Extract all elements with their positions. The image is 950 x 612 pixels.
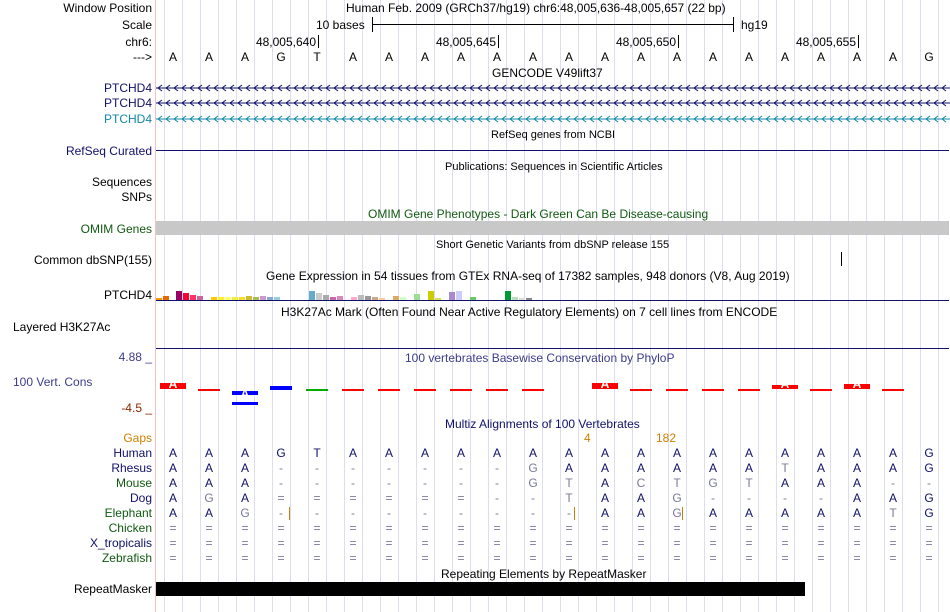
gencode-track-title: GENCODE V49lift37 <box>492 66 603 80</box>
alignment-base: = <box>421 536 429 550</box>
cons-max-value: 4.88 _ <box>118 350 152 364</box>
alignment-base: = <box>565 521 573 535</box>
sequence-base: A <box>564 50 573 64</box>
alignment-base: A <box>204 476 213 490</box>
repeatmasker-track-title: Repeating Elements by RepeatMasker <box>441 567 647 581</box>
alignment-base: A <box>888 461 897 475</box>
alignment-base: = <box>637 521 645 535</box>
omim-gene-bar[interactable] <box>156 221 949 235</box>
alignment-base: - <box>423 461 427 475</box>
alignment-base: A <box>528 446 537 460</box>
alignment-base: - <box>423 506 427 520</box>
svg-text:A: A <box>600 378 610 391</box>
species-label-mouse[interactable]: Mouse <box>115 476 152 490</box>
alignment-base: = <box>457 536 465 550</box>
alignment-base: A <box>600 461 609 475</box>
alignment-base: A <box>852 506 861 520</box>
insertion-marker[interactable] <box>682 507 683 520</box>
alignment-base: = <box>889 536 897 550</box>
alignment-base: = <box>853 521 861 535</box>
alignment-base: = <box>781 536 789 550</box>
alignment-base: = <box>457 551 465 565</box>
alignment-base: - <box>531 506 535 520</box>
phylop-score-mark[interactable] <box>882 389 904 391</box>
alignment-base: = <box>205 521 213 535</box>
gaps-label[interactable]: Gaps <box>123 431 152 445</box>
alignment-base: - <box>567 506 571 520</box>
alignment-base: = <box>781 521 789 535</box>
sequence-base: G <box>276 50 286 64</box>
coordinate-label: 48,005,655 <box>795 35 856 49</box>
scale-db-text: hg19 <box>741 18 768 32</box>
gtex-tissue-bar[interactable] <box>449 292 455 300</box>
alignment-base: = <box>745 536 753 550</box>
alignment-base: = <box>385 521 393 535</box>
alignment-base: A <box>744 446 753 460</box>
alignment-base: = <box>565 551 573 565</box>
alignment-base: = <box>493 536 501 550</box>
refseq-curated-label[interactable]: RefSeq Curated <box>65 144 152 158</box>
alignment-base: A <box>600 476 609 490</box>
alignment-base: T <box>745 476 753 490</box>
alignment-base: G <box>708 476 718 490</box>
species-label-chicken[interactable]: Chicken <box>108 521 152 535</box>
gencode-transcript-2[interactable] <box>156 97 950 109</box>
refseq-curated-line[interactable] <box>156 150 949 151</box>
alignment-base: G <box>204 491 214 505</box>
alignment-base: = <box>169 536 177 550</box>
scale-bases-text: 10 bases <box>316 18 365 32</box>
insertion-marker[interactable] <box>574 507 575 520</box>
phylop-score-mark[interactable] <box>414 389 436 391</box>
alignment-base: - <box>387 506 391 520</box>
cons-min-value: -4.5 _ <box>121 401 152 415</box>
alignment-base: = <box>241 521 249 535</box>
alignment-base: - <box>315 476 319 490</box>
gtex-tissue-bar[interactable] <box>428 291 434 300</box>
alignment-base: A <box>240 491 249 505</box>
svg-text:A: A <box>780 378 790 391</box>
alignment-base: = <box>601 521 609 535</box>
coordinate-tick <box>498 35 499 48</box>
gtex-tissue-bar[interactable] <box>505 291 511 300</box>
phylop-score-mark[interactable] <box>232 387 258 405</box>
alignment-base: = <box>781 551 789 565</box>
alignment-base: A <box>852 461 861 475</box>
phylop-score-mark[interactable] <box>160 378 186 391</box>
gencode-gene-label-2[interactable]: PTCHD4 <box>103 96 152 110</box>
alignment-base: - <box>279 506 283 520</box>
alignment-base: - <box>495 491 499 505</box>
alignment-base: A <box>780 476 789 490</box>
dbsnp-track-title: Short Genetic Variants from dbSNP release 155 <box>436 239 670 251</box>
alignment-base: - <box>891 476 895 490</box>
alignment-base: A <box>456 446 465 460</box>
alignment-base: - <box>315 461 319 475</box>
alignment-base: G <box>276 446 286 460</box>
alignment-base: G <box>924 491 934 505</box>
sequence-base: A <box>528 50 537 64</box>
alignment-base: - <box>315 506 319 520</box>
alignment-base: A <box>564 446 573 460</box>
alignment-base: = <box>709 536 717 550</box>
alignment-base: A <box>636 491 645 505</box>
alignment-base: A <box>708 506 717 520</box>
phylop-score-mark[interactable] <box>738 389 760 391</box>
dbsnp-variant-mark[interactable] <box>841 252 842 266</box>
phylop-track-title: 100 vertebrates Basewise Conservation by PhyloP <box>405 351 675 365</box>
alignment-base: = <box>277 551 285 565</box>
refseq-track-title: RefSeq genes from NCBI <box>491 129 616 141</box>
phylop-score-mark[interactable] <box>630 389 652 391</box>
alignment-base: - <box>495 476 499 490</box>
alignment-base: = <box>853 536 861 550</box>
gap-count[interactable]: 182 <box>656 431 677 445</box>
phylop-score-mark[interactable] <box>486 389 508 391</box>
alignment-base: A <box>780 506 789 520</box>
alignment-base: T <box>781 461 789 475</box>
alignment-base: A <box>168 491 177 505</box>
alignment-base: A <box>204 506 213 520</box>
alignment-base: A <box>420 446 429 460</box>
svg-text:A: A <box>240 387 250 401</box>
sequence-base: A <box>168 50 177 64</box>
alignment-base: A <box>744 506 753 520</box>
alignment-base: = <box>601 536 609 550</box>
sequence-base: A <box>780 50 789 64</box>
gtex-gene-line <box>156 300 949 301</box>
gap-count[interactable]: 4 <box>584 431 591 445</box>
alignment-base: = <box>925 536 933 550</box>
alignment-base: A <box>600 506 609 520</box>
alignment-base: T <box>565 491 573 505</box>
multiz-track-title: Multiz Alignments of 100 Vertebrates <box>445 417 640 431</box>
alignment-base: = <box>277 521 285 535</box>
gtex-tissue-bar[interactable] <box>316 293 322 300</box>
sequence-base: T <box>313 50 321 64</box>
phylop-score-mark[interactable] <box>844 378 870 391</box>
alignment-base: A <box>816 506 825 520</box>
alignment-base: A <box>564 461 573 475</box>
sequence-base: A <box>708 50 717 64</box>
alignment-base: T <box>673 476 681 490</box>
alignment-base: A <box>636 446 645 460</box>
phylop-score-mark[interactable] <box>198 389 220 391</box>
alignment-base: = <box>637 551 645 565</box>
sequence-base: A <box>492 50 501 64</box>
alignment-base: = <box>205 551 213 565</box>
phylop-score-mark[interactable] <box>378 389 400 391</box>
phylop-score-mark[interactable] <box>592 378 618 391</box>
alignment-base: G <box>528 461 538 475</box>
alignment-base: = <box>745 551 753 565</box>
alignment-base: = <box>817 536 825 550</box>
alignment-base: = <box>601 551 609 565</box>
species-label-x-tropicalis[interactable]: X_tropicalis <box>89 536 152 550</box>
alignment-base: = <box>853 551 861 565</box>
phylop-score-mark[interactable] <box>702 389 724 391</box>
alignment-base: = <box>241 536 249 550</box>
alignment-base: - <box>459 461 463 475</box>
alignment-base: A <box>852 491 861 505</box>
alignment-base: - <box>387 461 391 475</box>
alignment-base: = <box>385 491 393 505</box>
alignment-base: A <box>636 461 645 475</box>
alignment-base: - <box>747 491 751 505</box>
alignment-base: A <box>708 461 717 475</box>
gtex-track-title: Gene Expression in 54 tissues from GTEx RNA-seq of 17382 samples, 948 donors (V8, Aug 2019) <box>266 269 790 283</box>
coordinate-label: 48,005,640 <box>255 35 316 49</box>
sequence-base: G <box>924 50 934 64</box>
alignment-base: = <box>349 536 357 550</box>
alignment-base: = <box>313 521 321 535</box>
species-label-elephant[interactable]: Elephant <box>104 506 152 520</box>
alignment-base: A <box>204 461 213 475</box>
alignment-base: G <box>924 446 934 460</box>
coordinate-tick <box>858 35 859 48</box>
alignment-base: = <box>673 551 681 565</box>
alignment-base: - <box>423 476 427 490</box>
alignment-base: = <box>349 551 357 565</box>
alignment-base: - <box>459 506 463 520</box>
alignment-base: = <box>313 536 321 550</box>
sequence-base: A <box>600 50 609 64</box>
alignment-base: A <box>816 476 825 490</box>
alignment-base: = <box>745 521 753 535</box>
alignment-base: G <box>240 506 250 520</box>
cons-label[interactable]: 100 Vert. Cons <box>13 375 93 389</box>
alignment-base: = <box>889 551 897 565</box>
alignment-base: - <box>351 461 355 475</box>
alignment-base: = <box>421 491 429 505</box>
h3k27ac-track-title: H3K27Ac Mark (Often Found Near Active Regulatory Elements) on 7 cell lines from ENCODE <box>281 305 778 319</box>
coordinate-tick <box>678 35 679 48</box>
alignment-base: A <box>600 491 609 505</box>
phylop-score-mark[interactable] <box>342 389 364 391</box>
sequence-base: A <box>744 50 753 64</box>
alignment-base: A <box>852 446 861 460</box>
omim-genes-label[interactable]: OMIM Genes <box>80 222 152 236</box>
alignment-base: = <box>493 521 501 535</box>
alignment-base: A <box>168 506 177 520</box>
alignment-base: = <box>673 521 681 535</box>
phylop-score-mark[interactable] <box>450 389 472 391</box>
alignment-base: - <box>387 476 391 490</box>
alignment-base: = <box>241 551 249 565</box>
alignment-base: = <box>457 491 465 505</box>
sequence-base: A <box>636 50 645 64</box>
alignment-base: A <box>636 506 645 520</box>
repeatmasker-element-bar[interactable] <box>156 582 805 596</box>
gtex-tissue-bar[interactable] <box>176 291 182 300</box>
publications-track-title: Publications: Sequences in Scientific Articles <box>445 161 663 173</box>
alignment-base: = <box>493 551 501 565</box>
alignment-base: G <box>924 506 934 520</box>
h3k27ac-baseline <box>156 348 949 349</box>
phylop-score-mark[interactable] <box>810 389 832 391</box>
alignment-base: G <box>672 491 682 505</box>
sequence-base: A <box>456 50 465 64</box>
gtex-gene-label[interactable]: PTCHD4 <box>103 288 152 302</box>
phylop-score-mark[interactable] <box>306 389 328 391</box>
alignment-base: - <box>819 491 823 505</box>
phylop-score-mark[interactable] <box>522 389 544 391</box>
alignment-base: = <box>205 536 213 550</box>
alignment-base: A <box>816 446 825 460</box>
alignment-base: = <box>349 491 357 505</box>
alignment-base: A <box>744 461 753 475</box>
alignment-base: A <box>708 446 717 460</box>
phylop-score-mark[interactable] <box>270 386 292 390</box>
scale-label: Scale <box>121 18 152 32</box>
alignment-base: = <box>457 521 465 535</box>
alignment-base: T <box>565 476 573 490</box>
alignment-base: = <box>889 521 897 535</box>
phylop-score-mark[interactable] <box>666 389 688 391</box>
sequence-base: A <box>204 50 213 64</box>
window-position-label: Window Position <box>63 1 152 15</box>
alignment-base: = <box>277 491 285 505</box>
gencode-transcript-1[interactable] <box>156 82 950 94</box>
alignment-base: = <box>349 521 357 535</box>
coordinate-label: 48,005,645 <box>435 35 496 49</box>
alignment-base: = <box>709 521 717 535</box>
alignment-base: T <box>313 446 321 460</box>
alignment-base: - <box>459 476 463 490</box>
alignment-base: A <box>492 446 501 460</box>
gencode-transcript-3[interactable] <box>156 113 950 125</box>
alignment-base: G <box>672 506 682 520</box>
alignment-base: A <box>780 446 789 460</box>
alignment-base: = <box>313 551 321 565</box>
alignment-base: A <box>888 491 897 505</box>
species-label-zebrafish[interactable]: Zebrafish <box>101 551 152 565</box>
alignment-base: - <box>783 491 787 505</box>
sequence-base: A <box>348 50 357 64</box>
alignment-base: G <box>924 461 934 475</box>
alignment-base: - <box>279 476 283 490</box>
alignment-base: = <box>169 521 177 535</box>
alignment-base: = <box>421 521 429 535</box>
alignment-base: - <box>279 461 283 475</box>
gencode-gene-label-3[interactable]: PTCHD4 <box>103 112 152 126</box>
svg-text:A: A <box>168 378 178 391</box>
gtex-tissue-bar[interactable] <box>309 291 315 300</box>
species-label-dog[interactable]: Dog <box>129 491 152 505</box>
alignment-base: A <box>168 446 177 460</box>
alignment-base: = <box>925 521 933 535</box>
alignment-base: = <box>421 551 429 565</box>
alignment-base: A <box>852 476 861 490</box>
repeatmasker-label[interactable]: RepeatMasker <box>73 582 152 596</box>
alignment-base: A <box>348 446 357 460</box>
alignment-base: A <box>240 476 249 490</box>
assembly-position-text: Human Feb. 2009 (GRCh37/hg19) chr6:48,005,636-48,005,657 (22 bp) <box>346 1 726 15</box>
alignment-base: = <box>385 551 393 565</box>
alignment-base: = <box>565 536 573 550</box>
alignment-base: A <box>384 446 393 460</box>
sequences-label[interactable]: Sequences <box>91 175 152 189</box>
alignment-base: - <box>927 476 931 490</box>
alignment-base: = <box>277 536 285 550</box>
alignment-base: T <box>889 506 897 520</box>
alignment-base: = <box>385 536 393 550</box>
species-label-human[interactable]: Human <box>113 446 152 460</box>
sequence-base: A <box>852 50 861 64</box>
alignment-base: = <box>709 551 717 565</box>
alignment-base: C <box>636 476 646 490</box>
gtex-tissue-bar[interactable] <box>183 293 189 300</box>
snps-label[interactable]: SNPs <box>121 190 152 204</box>
alignment-base: - <box>495 461 499 475</box>
alignment-base: A <box>168 461 177 475</box>
dbsnp-label[interactable]: Common dbSNP(155) <box>33 253 152 267</box>
alignment-base: = <box>817 521 825 535</box>
sequence-base: A <box>240 50 249 64</box>
coordinate-label: 48,005,650 <box>615 35 676 49</box>
alignment-base: = <box>637 536 645 550</box>
alignment-base: - <box>495 506 499 520</box>
alignment-base: = <box>673 536 681 550</box>
alignment-base: = <box>313 491 321 505</box>
alignment-base: = <box>817 551 825 565</box>
sequence-base: A <box>672 50 681 64</box>
sequence-base: A <box>384 50 393 64</box>
alignment-base: = <box>169 551 177 565</box>
alignment-base: G <box>528 476 538 490</box>
phylop-conservation-plot[interactable] <box>156 378 950 408</box>
sequence-base: A <box>888 50 897 64</box>
sequence-base: A <box>816 50 825 64</box>
alignment-base: A <box>600 446 609 460</box>
alignment-base: - <box>711 491 715 505</box>
alignment-base: A <box>672 461 681 475</box>
alignment-base: = <box>529 551 537 565</box>
alignment-base: A <box>204 446 213 460</box>
alignment-base: = <box>529 521 537 535</box>
gencode-gene-label-1[interactable]: PTCHD4 <box>103 81 152 95</box>
alignment-base: A <box>168 476 177 490</box>
alignment-base: A <box>816 461 825 475</box>
sequence-base: A <box>420 50 429 64</box>
alignment-base: A <box>240 461 249 475</box>
chromosome-label: chr6: <box>125 35 152 49</box>
alignment-base: - <box>531 491 535 505</box>
insertion-marker[interactable] <box>289 507 290 520</box>
gtex-tissue-bar[interactable] <box>456 291 462 300</box>
h3k27ac-label[interactable]: Layered H3K27Ac <box>13 320 111 334</box>
alignment-base: = <box>529 536 537 550</box>
alignment-base: A <box>672 446 681 460</box>
strand-arrow-label: ---> <box>133 50 152 64</box>
alignment-base: - <box>351 506 355 520</box>
species-label-rhesus[interactable]: Rhesus <box>111 461 152 475</box>
phylop-score-mark[interactable] <box>772 378 798 391</box>
omim-track-title: OMIM Gene Phenotypes - Dark Green Can Be Disease-causing <box>368 207 709 221</box>
coordinate-tick <box>318 35 319 48</box>
alignment-base: - <box>351 476 355 490</box>
alignment-base: = <box>925 551 933 565</box>
alignment-base: A <box>240 446 249 460</box>
svg-text:A: A <box>852 378 862 391</box>
alignment-base: A <box>888 446 897 460</box>
